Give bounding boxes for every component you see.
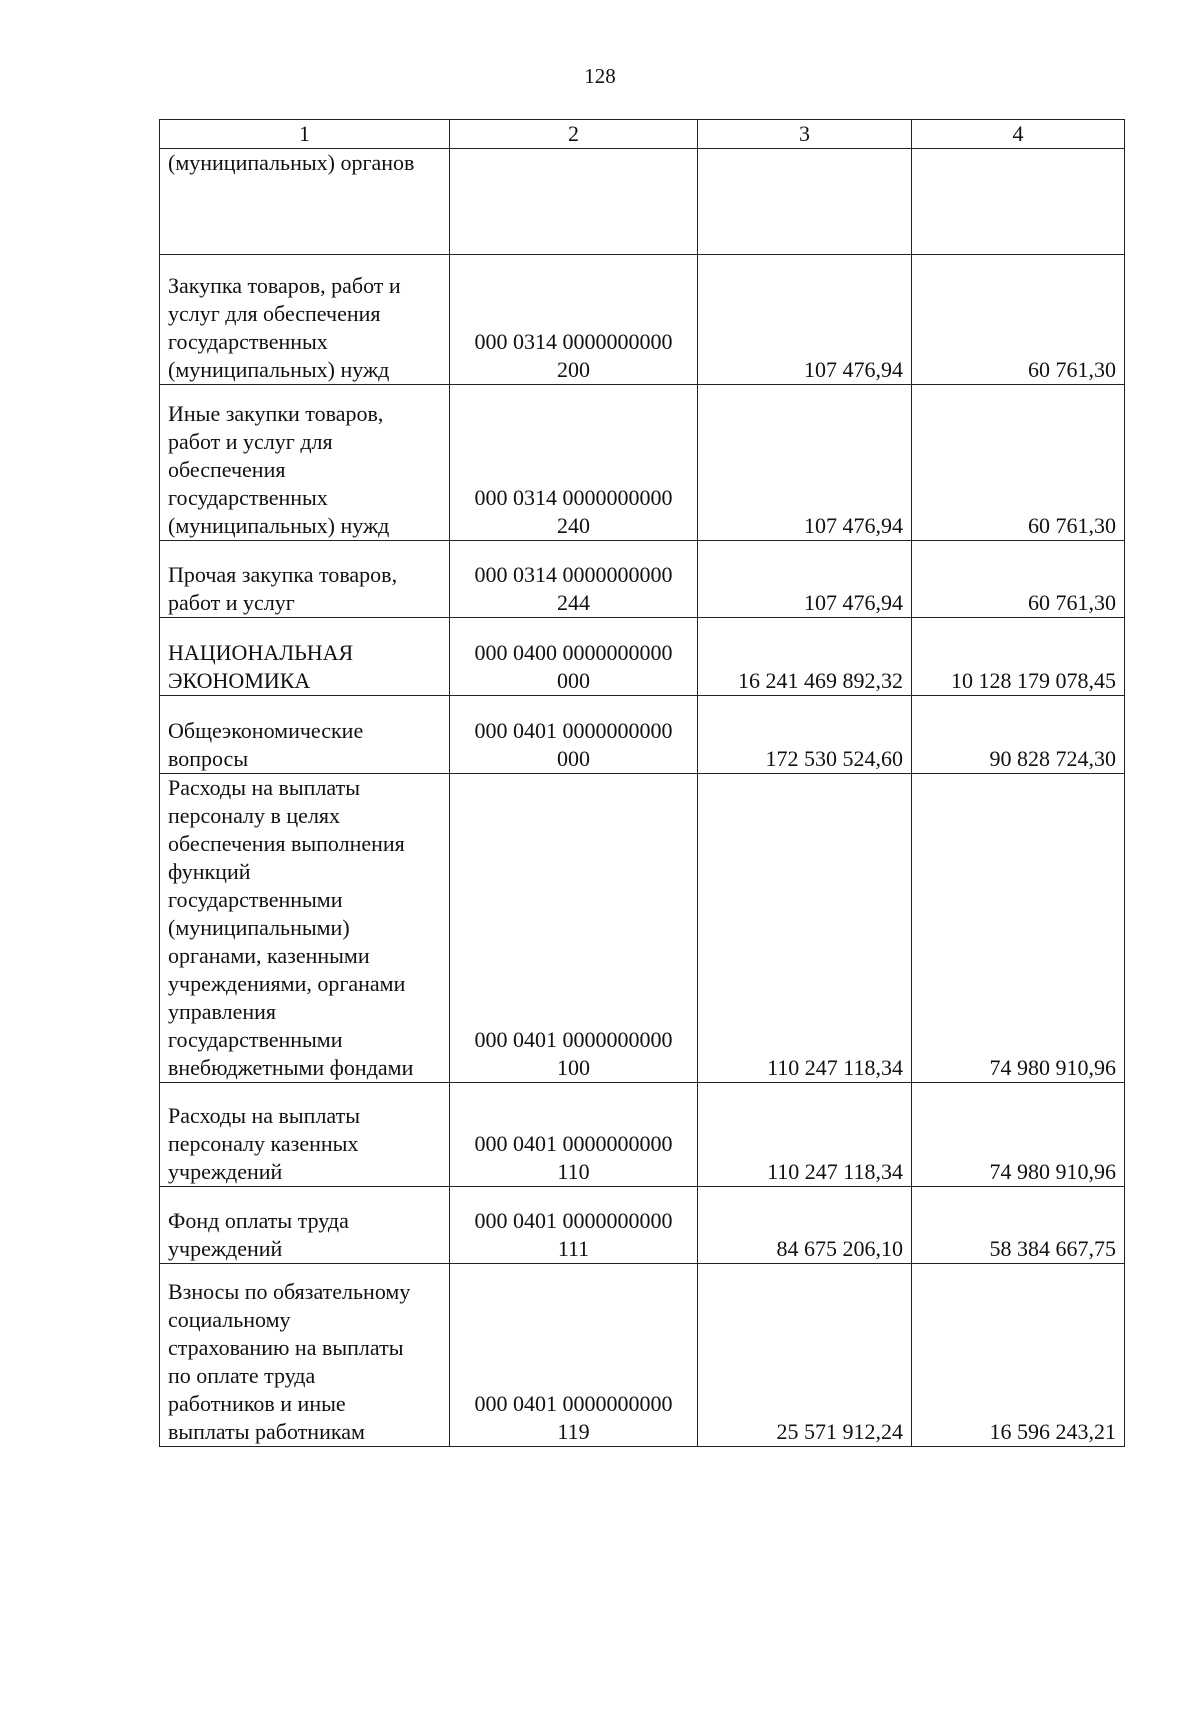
row-name-line: Расходы на выплаты bbox=[168, 775, 361, 800]
table-row bbox=[160, 774, 1125, 1083]
row-code-cell bbox=[450, 385, 698, 541]
table-row bbox=[160, 696, 1125, 774]
row-name-line: выплаты работникам bbox=[168, 1419, 365, 1444]
row-value-col4: 60 761,30 bbox=[912, 255, 1125, 385]
row-value-col4: 74 980 910,96 bbox=[912, 1083, 1125, 1187]
row-code-cell bbox=[450, 541, 698, 618]
table-row bbox=[160, 1264, 1125, 1447]
row-value-col4: 10 128 179 078,45 bbox=[912, 618, 1125, 696]
row-name-line: Прочая закупка товаров, bbox=[168, 562, 398, 587]
row-code-line: 000 0401 0000000000 bbox=[474, 1131, 673, 1156]
row-code-line: 000 0314 0000000000 bbox=[474, 329, 673, 354]
row-name-line: государственных bbox=[168, 485, 328, 510]
row-name-line: учреждений bbox=[168, 1159, 283, 1184]
row-name-line: обеспечения выполнения bbox=[168, 831, 405, 856]
row-name-cell bbox=[160, 255, 450, 385]
row-name-line: внебюджетными фондами bbox=[168, 1055, 414, 1080]
row-code-line: 000 0401 0000000000 bbox=[474, 1391, 673, 1416]
row-value-col3: 84 675 206,10 bbox=[698, 1187, 912, 1264]
row-code-line: 000 0314 0000000000 bbox=[474, 485, 673, 510]
row-value-col3 bbox=[698, 149, 912, 255]
row-name-line: работ и услуг для bbox=[168, 429, 333, 454]
table-row bbox=[160, 385, 1125, 541]
row-value-col3: 172 530 524,60 bbox=[698, 696, 912, 774]
row-name-line: страхованию на выплаты bbox=[168, 1335, 404, 1360]
row-code-line: 000 0401 0000000000 bbox=[474, 718, 673, 743]
row-name-cell bbox=[160, 149, 450, 255]
row-code-cell bbox=[450, 618, 698, 696]
row-name-line: ЭКОНОМИКА bbox=[168, 668, 311, 693]
row-code-line: 110 bbox=[557, 1159, 590, 1184]
row-name-line: НАЦИОНАЛЬНАЯ bbox=[168, 640, 354, 665]
row-name-cell bbox=[160, 1187, 450, 1264]
row-value-col4: 58 384 667,75 bbox=[912, 1187, 1125, 1264]
row-name-line: обеспечения bbox=[168, 457, 286, 482]
row-name-line: государственными bbox=[168, 887, 343, 912]
table-row bbox=[160, 1083, 1125, 1187]
row-name-line: управления bbox=[168, 999, 277, 1024]
row-name-line: Фонд оплаты труда bbox=[168, 1208, 349, 1233]
column-header-3: 3 bbox=[698, 120, 912, 149]
row-name-line: (муниципальных) нужд bbox=[168, 357, 390, 382]
row-value-col3: 110 247 118,34 bbox=[698, 774, 912, 1083]
row-name-line: государственными bbox=[168, 1027, 343, 1052]
row-code-cell bbox=[450, 774, 698, 1083]
row-code-line: 000 bbox=[557, 746, 590, 771]
row-code-cell bbox=[450, 696, 698, 774]
row-name-cell bbox=[160, 541, 450, 618]
row-name-line: (муниципальными) bbox=[168, 915, 350, 940]
row-name-line: Закупка товаров, работ и bbox=[168, 273, 401, 298]
column-header-4: 4 bbox=[912, 120, 1125, 149]
row-value-col3: 16 241 469 892,32 bbox=[698, 618, 912, 696]
row-value-col4: 60 761,30 bbox=[912, 385, 1125, 541]
row-value-col3: 107 476,94 bbox=[698, 255, 912, 385]
row-code-cell bbox=[450, 255, 698, 385]
column-header-1: 1 bbox=[160, 120, 450, 149]
row-name-cell bbox=[160, 1264, 450, 1447]
page-number: 128 bbox=[584, 64, 616, 88]
row-name-line: Расходы на выплаты bbox=[168, 1103, 361, 1128]
row-code-line: 240 bbox=[557, 513, 590, 538]
row-code-line: 000 0314 0000000000 bbox=[474, 562, 673, 587]
row-value-col4: 74 980 910,96 bbox=[912, 774, 1125, 1083]
row-value-col3: 107 476,94 bbox=[698, 385, 912, 541]
row-name-cell bbox=[160, 618, 450, 696]
row-name-line: по оплате труда bbox=[168, 1363, 316, 1388]
row-code-line: 244 bbox=[557, 590, 590, 615]
row-name-cell bbox=[160, 1083, 450, 1187]
row-name-cell bbox=[160, 385, 450, 541]
table-row bbox=[160, 541, 1125, 618]
row-name-line: работников и иные bbox=[168, 1391, 346, 1416]
row-name-cell bbox=[160, 774, 450, 1083]
row-name-cell bbox=[160, 696, 450, 774]
row-name-line: функций bbox=[168, 859, 251, 884]
row-name-line: персоналу казенных bbox=[168, 1131, 359, 1156]
table-row bbox=[160, 1187, 1125, 1264]
table-body bbox=[160, 149, 1125, 1447]
row-name-line: (муниципальных) органов bbox=[168, 150, 415, 175]
row-name-line: Общеэкономические bbox=[168, 718, 364, 743]
row-value-col3: 107 476,94 bbox=[698, 541, 912, 618]
row-name-line: органами, казенными bbox=[168, 943, 370, 968]
row-value-col4: 90 828 724,30 bbox=[912, 696, 1125, 774]
row-value-col4: 16 596 243,21 bbox=[912, 1264, 1125, 1447]
table-header-row bbox=[160, 120, 1125, 149]
row-code-cell bbox=[450, 1187, 698, 1264]
row-name-line: учреждениями, органами bbox=[168, 971, 406, 996]
budget-table bbox=[159, 119, 1125, 1447]
row-name-line: (муниципальных) нужд bbox=[168, 513, 390, 538]
row-name-line: вопросы bbox=[168, 746, 249, 771]
row-name-line: работ и услуг bbox=[168, 590, 295, 615]
row-name-line: персоналу в целях bbox=[168, 803, 341, 828]
row-name-line: государственных bbox=[168, 329, 328, 354]
row-code-cell bbox=[450, 149, 698, 255]
table-row bbox=[160, 149, 1125, 255]
row-name-line: Взносы по обязательному bbox=[168, 1279, 411, 1304]
row-code-line: 111 bbox=[557, 1236, 590, 1261]
row-name-line: Иные закупки товаров, bbox=[168, 401, 384, 426]
row-code-line: 000 0401 0000000000 bbox=[474, 1027, 673, 1052]
column-header-2: 2 bbox=[450, 120, 698, 149]
row-code-line: 000 0400 0000000000 bbox=[474, 640, 673, 665]
row-code-line: 000 0401 0000000000 bbox=[474, 1208, 673, 1233]
row-name-line: социальному bbox=[168, 1307, 291, 1332]
row-code-cell bbox=[450, 1264, 698, 1447]
row-code-line: 119 bbox=[557, 1419, 590, 1444]
row-code-line: 200 bbox=[557, 357, 590, 382]
table-row bbox=[160, 255, 1125, 385]
row-name-line: услуг для обеспечения bbox=[168, 301, 381, 326]
row-value-col3: 25 571 912,24 bbox=[698, 1264, 912, 1447]
row-code-cell bbox=[450, 1083, 698, 1187]
table-row bbox=[160, 618, 1125, 696]
row-value-col4: 60 761,30 bbox=[912, 541, 1125, 618]
row-code-line: 000 bbox=[557, 668, 590, 693]
row-name-line: учреждений bbox=[168, 1236, 283, 1261]
row-value-col3: 110 247 118,34 bbox=[698, 1083, 912, 1187]
row-value-col4 bbox=[912, 149, 1125, 255]
row-code-line: 100 bbox=[557, 1055, 590, 1080]
